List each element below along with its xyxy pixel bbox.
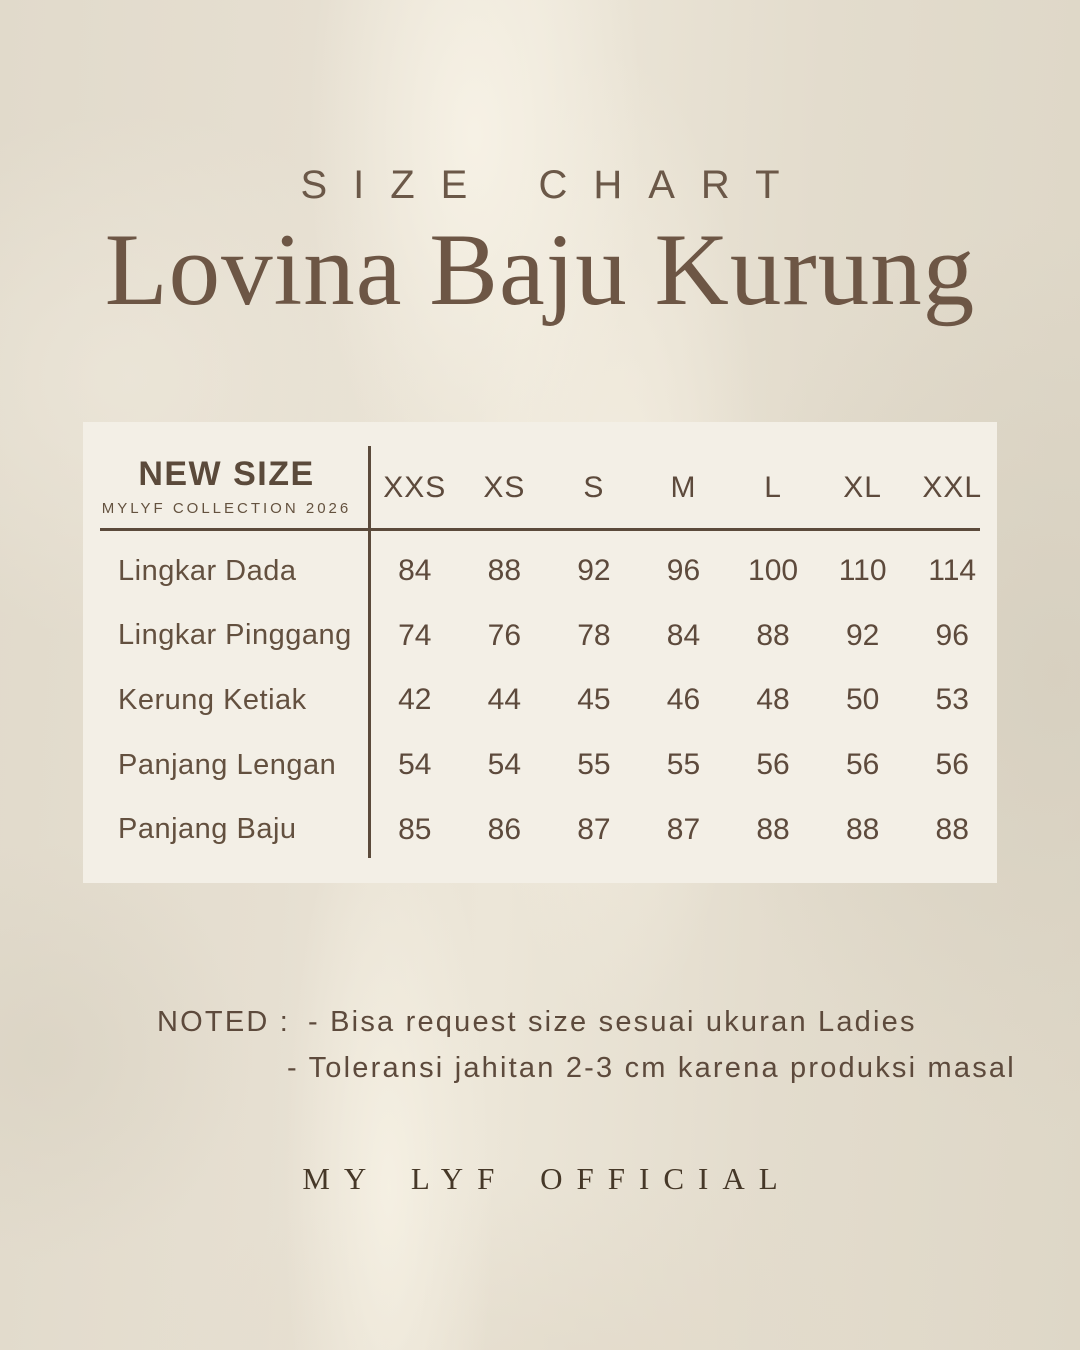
table-row (83, 797, 997, 862)
note-line (157, 999, 1016, 1045)
measurement-label: Panjang Lengan (118, 748, 337, 781)
size-value: 84 (398, 554, 432, 588)
size-column-header: L (764, 470, 782, 504)
size-column-header: XL (843, 470, 882, 504)
table-corner-header (83, 455, 370, 517)
size-value: 88 (935, 812, 969, 846)
table-row (83, 539, 997, 604)
size-value: 45 (577, 683, 611, 717)
size-column-header: M (670, 470, 697, 504)
size-value: 114 (928, 554, 977, 588)
size-value: 48 (756, 683, 790, 717)
size-value: 96 (666, 554, 701, 588)
size-value: 56 (756, 748, 790, 782)
size-value: 50 (845, 683, 880, 717)
size-value: 76 (487, 618, 522, 652)
note-item: - Toleransi jahitan 2-3 cm karena produksi masal (287, 1052, 1016, 1084)
size-value: 46 (666, 683, 701, 717)
notes-block (157, 999, 1016, 1091)
size-value: 55 (666, 748, 701, 782)
notes-prefix: NOTED : (157, 1006, 291, 1038)
size-value: 55 (577, 748, 611, 782)
size-value: 110 (838, 554, 887, 588)
size-column-header: XXL (922, 470, 983, 504)
table-row (83, 604, 997, 669)
size-value: 100 (748, 554, 799, 588)
size-value: 78 (577, 618, 611, 652)
size-value: 54 (487, 748, 522, 782)
measurement-label: Panjang Baju (118, 813, 297, 846)
size-value: 96 (935, 618, 969, 652)
size-value: 86 (487, 812, 522, 846)
size-value: 87 (577, 812, 611, 846)
size-value: 87 (666, 812, 701, 846)
measurement-label: Kerung Ketiak (118, 683, 307, 716)
table-rows (83, 529, 997, 862)
size-value: 88 (756, 618, 790, 652)
size-value: 56 (845, 748, 880, 782)
size-value: 92 (845, 618, 880, 652)
size-value: 88 (845, 812, 880, 846)
measurement-label: Lingkar Pinggang (118, 619, 352, 652)
size-value: 84 (666, 618, 701, 652)
measurement-label: Lingkar Dada (118, 554, 297, 587)
size-column-header: S (583, 470, 605, 504)
page-title: Lovina Baju Kurung (104, 213, 976, 327)
size-value: 53 (935, 683, 969, 717)
size-value: 85 (398, 812, 432, 846)
size-value: 88 (487, 554, 522, 588)
size-table-card (83, 422, 997, 883)
table-corner-subtitle: MYLYF COLLECTION 2026 (101, 500, 352, 517)
size-value: 54 (398, 748, 432, 782)
size-value: 92 (577, 554, 611, 588)
size-value: 74 (398, 618, 432, 652)
table-row (83, 668, 997, 733)
size-value: 56 (935, 748, 969, 782)
eyebrow-title: SIZE CHART (300, 163, 806, 207)
brand-footer: MY LYF OFFICIAL (302, 1161, 792, 1196)
size-column-header: XS (483, 470, 526, 504)
size-value: 42 (398, 683, 432, 717)
table-row (83, 733, 997, 798)
size-value: 88 (756, 812, 790, 846)
size-value: 44 (487, 683, 522, 717)
table-corner-title: NEW SIZE (138, 455, 315, 493)
note-item: - Bisa request size sesuai ukuran Ladies (308, 1006, 917, 1038)
size-columns-row (370, 446, 997, 529)
size-column-header: XXS (383, 470, 447, 504)
